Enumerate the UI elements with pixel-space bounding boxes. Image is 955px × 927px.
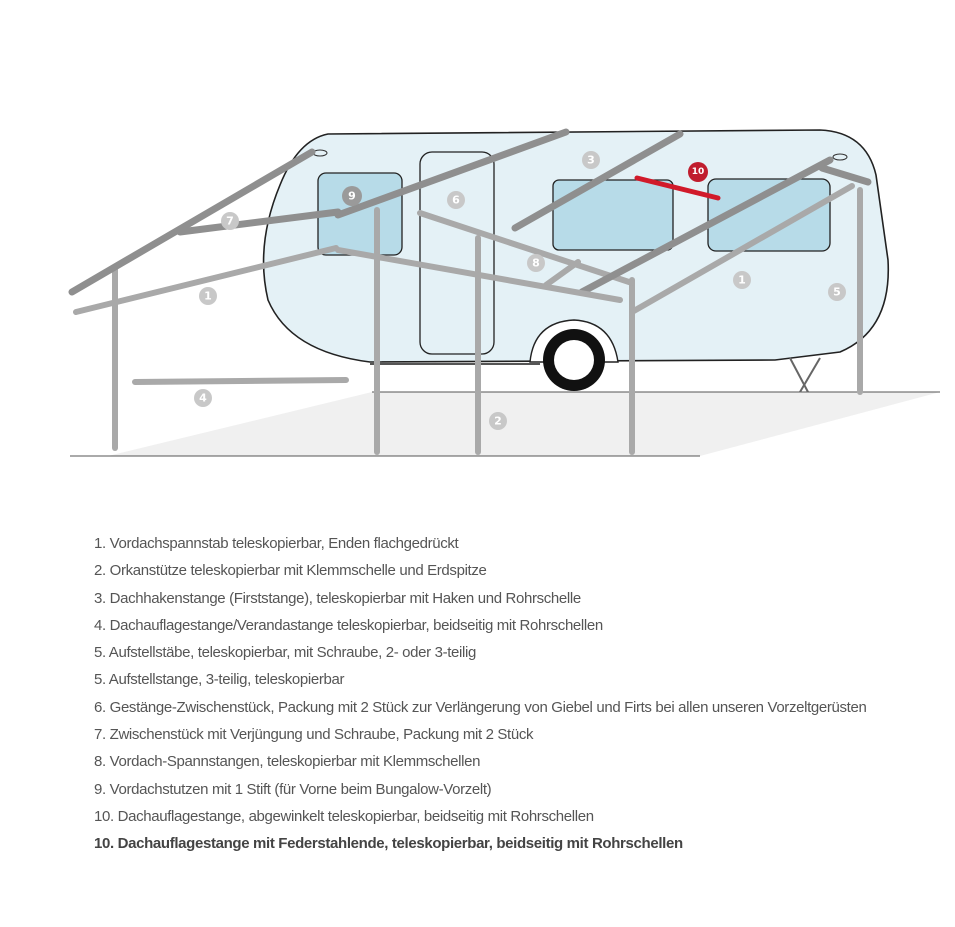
svg-text:10: 10 xyxy=(691,167,705,177)
legend-item-5b: 5. Aufstellstange, 3-teilig, teleskopierbar xyxy=(94,671,345,689)
badge-3 xyxy=(582,151,600,169)
legend-item-10a: 10. Dachauflagestange, abgewinkelt teleskopierbar, beidseitig mit Rohrschellen xyxy=(94,807,594,825)
svg-text:7: 7 xyxy=(226,214,234,228)
legend-item-2: 2. Orkanstütze teleskopierbar mit Klemmschelle und Erdspitze xyxy=(94,562,487,580)
badge-9 xyxy=(342,186,362,206)
badge-2 xyxy=(489,412,507,430)
legend-item-3: 3. Dachhakenstange (Firststange), teleskopierbar mit Haken und Rohrschelle xyxy=(94,589,581,607)
legend-item-4: 4. Dachauflagestange/Verandastange teleskopierbar, beidseitig mit Rohrschellen xyxy=(94,616,603,634)
legend-item-7: 7. Zwischenstück mit Verjüngung und Schraube, Packung mit 2 Stück xyxy=(94,726,534,744)
badge-1-left xyxy=(199,287,217,305)
svg-text:2: 2 xyxy=(494,414,502,428)
parts-legend-list xyxy=(94,530,944,858)
badge-5 xyxy=(828,283,846,301)
ground-plane xyxy=(108,392,940,456)
legend-item-6: 6. Gestänge-Zwischenstück, Packung mit 2 Stück zur Verlängerung von Giebel und Firts bei allen unseren Vorzeltgerüsten xyxy=(94,698,867,716)
svg-text:9: 9 xyxy=(348,189,356,203)
wheel-rim xyxy=(554,340,594,380)
legend-item-1: 1. Vordachspannstab teleskopierbar, Enden flachgedrückt xyxy=(94,535,459,552)
veranda-pole-4 xyxy=(135,380,346,382)
badge-7 xyxy=(221,212,239,230)
svg-text:1: 1 xyxy=(204,289,212,303)
middle-window xyxy=(553,180,673,250)
badge-8 xyxy=(527,254,545,272)
svg-text:3: 3 xyxy=(587,153,595,167)
legend-item-10b-highlighted: 10. Dachauflagestange mit Federstahlende, teleskopierbar, beidseitig mit Rohrschellen xyxy=(94,835,683,853)
caravan-support-leg xyxy=(800,358,820,392)
svg-text:4: 4 xyxy=(199,391,207,405)
legend-item-8: 8. Vordach-Spannstangen, teleskopierbar mit Klemmschellen xyxy=(94,753,481,771)
badge-6 xyxy=(447,191,465,209)
legend-item-9: 9. Vordachstutzen mit 1 Stift (für Vorne beim Bungalow-Vorzelt) xyxy=(94,780,492,798)
svg-text:5: 5 xyxy=(833,285,841,299)
badge-10-red xyxy=(688,162,708,182)
svg-text:6: 6 xyxy=(452,193,460,207)
badge-1-right xyxy=(733,271,751,289)
svg-text:8: 8 xyxy=(532,256,540,270)
caravan-support-leg xyxy=(790,358,808,392)
legend-item-5a: 5. Aufstellstäbe, teleskopierbar, mit Schraube, 2- oder 3-teilig xyxy=(94,644,476,662)
badge-4 xyxy=(194,389,212,407)
svg-text:1: 1 xyxy=(738,273,746,287)
